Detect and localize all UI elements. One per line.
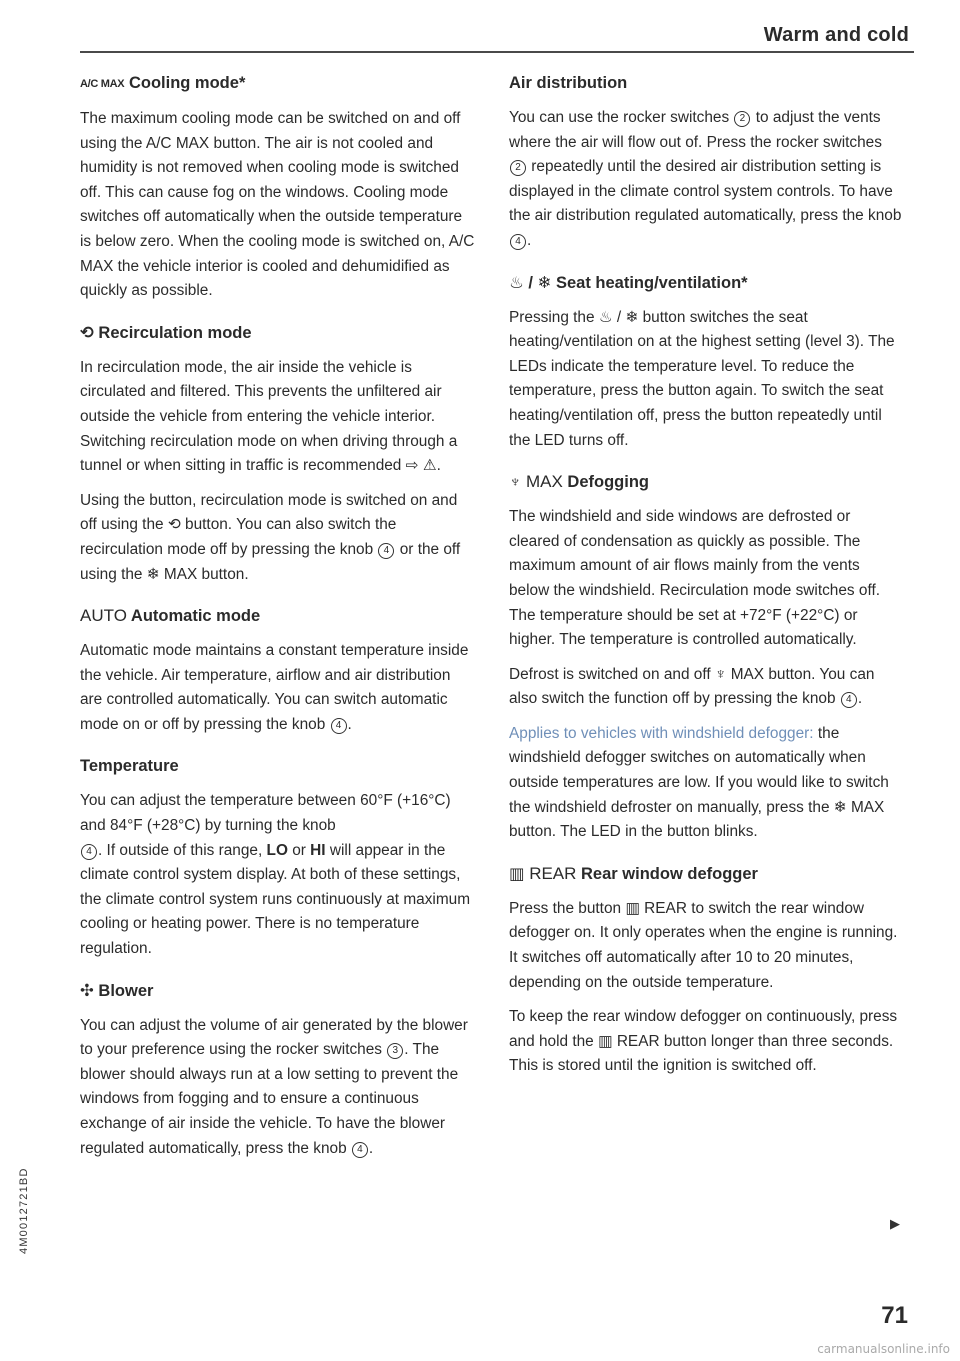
rear-defogger-text-2: To keep the rear window defogger on continuously, press and hold the ▥ REAR button longer than three seconds. This is stored until the ignition is switched off. (509, 1008, 898, 1075)
blower-text: You can adjust the volume of air generated by the blower to your preference using the rocker switches 3 . The blower should always run at a low setting to prevent the windows from fogging and to ensure a continuous exchange of air inside the vehicle. To have the blower regulated automatically, press the knob 4 . (80, 1016, 468, 1157)
seat-heat-vent-icon: ♨ / ❄ (509, 273, 552, 292)
continue-arrow-icon: ▶ (890, 1216, 900, 1231)
recirculation-text-2: Using the button, recirculation mode is switched on and off using the ⟲ button. You can also switch the recirculation mode off by pressing the knob 4 or the off using the ❄ MAX button. (80, 491, 461, 583)
defogging-text-1: The windshield and side windows are defrosted or cleared of condensation as quickly as possible. The maximum amount of air flows mainly from the vents below the windshield. Recirculation mode switches off. The temperature should be set at +72°F (+22°C) or higher. The temperature is controlled automatically. (509, 508, 880, 649)
recirculation-text-1: In recirculation mode, the air inside the vehicle is circulated and filtered. This prevents the unfiltered air outside the vehicle from entering the vehicle interior. Switching recirculation mode on when driving through a tunnel or when sitting in traffic is recommended ⇨ ⚠. (80, 358, 458, 475)
callout-4: 4 (510, 234, 526, 250)
defrost-icon: ♆ (509, 473, 522, 492)
rear-defogger-heading: ▥ REAR Rear window defogger (509, 863, 758, 883)
temperature-heading: Temperature (80, 757, 179, 776)
rear-defogger-text-1: Press the button ▥ REAR to switch the rear window defogger on. It only operates when the engine is running. It switches off automatically after 10 to 20 minutes, depending on the outside temperature. (509, 899, 898, 991)
left-column (80, 72, 475, 1171)
ac-max-icon: A/C MAX (80, 78, 125, 90)
cooling-mode-text: The maximum cooling mode can be switched on and off using the A/C MAX button. The air is not cooled and humidity is not removed when cooling mode is switched off. This can cause fog on the windows. Cooling mode switches off automatically when the outside temperature is below zero. When the cooling mode is switched on, A/C MAX the vehicle interior is cooled and dehumidified as quickly as possible. (80, 110, 475, 300)
callout-4: 4 (378, 543, 394, 559)
cooling-mode-heading: A/C MAX Cooling mode* (80, 74, 246, 92)
blower-icon: ✣ (80, 981, 94, 1000)
blower-heading: ✣ Blower (80, 981, 154, 1000)
callout-3: 3 (387, 1043, 403, 1059)
watermark: carmanualsonline.info (817, 1342, 950, 1356)
defogging-heading: ♆ MAX Defogging (509, 472, 649, 492)
air-distribution-text: You can use the rocker switches 2 to adjust the vents where the air will flow out of. Press the rocker switches 2 repeatedly until the desired air distribution setting is displayed in the climate control system controls. To have the air distribution regulated automatically, press the knob 4 . (509, 109, 902, 249)
callout-4: 4 (81, 844, 97, 860)
header-rule (80, 51, 914, 53)
seat-heating-heading: ♨ / ❄ Seat heating/ventilation* (509, 273, 748, 292)
recirculation-heading: ⟲ Recirculation mode (80, 323, 252, 342)
applies-to-label: Applies to vehicles with windshield defogger: (509, 724, 814, 742)
auto-label: AUTO (80, 606, 127, 626)
temperature-text: You can adjust the temperature between 60°F (+16°C) and 84°F (+28°C) by turning the knob 4 . If outside of this range, LO or HI will appear in the climate control system display. At both of these settings, the climate control system runs continuously at maximum cooling or heating power. There is no temperature regulation. (80, 792, 471, 958)
callout-4: 4 (841, 692, 857, 708)
seat-heating-text: Pressing the ♨ / ❄ button switches the seat heating/ventilation on at the highest setting (level 3). The LEDs indicate the temperature level. To reduce the temperature, press the button again. To switch the seat heating/ventilation off, press the button repeatedly until the LED turns off. (509, 308, 895, 449)
air-distribution-heading: Air distribution (509, 74, 628, 92)
page-number: 71 (881, 1302, 908, 1329)
automatic-mode-text: Automatic mode maintains a constant temperature inside the vehicle. Air temperature, airflow and air distribution are controlled automatically. You can switch automatic mode on or off by pressing the knob 4 . (80, 642, 469, 733)
callout-4: 4 (352, 1142, 368, 1158)
defogger-applies-text: Applies to vehicles with windshield defogger: the windshield defogger switches on automatically when outside temperatures are low. If you would like to switch the windshield defroster on manually, press the ❄ MAX button. The LED in the button blinks. (509, 724, 889, 841)
running-header: Warm and cold (763, 24, 909, 46)
callout-2: 2 (734, 111, 750, 127)
right-column (509, 72, 904, 1089)
document-code: 4M0012721BD (18, 1167, 30, 1254)
rear-defrost-icon: ▥ (509, 864, 525, 883)
defogging-text-2: Defrost is switched on and off ♆ MAX button. You can also switch the function off by pressing the knob 4 . (509, 665, 875, 708)
recirculation-icon: ⟲ (80, 323, 94, 342)
automatic-mode-heading: AUTO Automatic mode (80, 606, 261, 626)
callout-4: 4 (331, 718, 347, 734)
callout-2: 2 (510, 160, 526, 176)
